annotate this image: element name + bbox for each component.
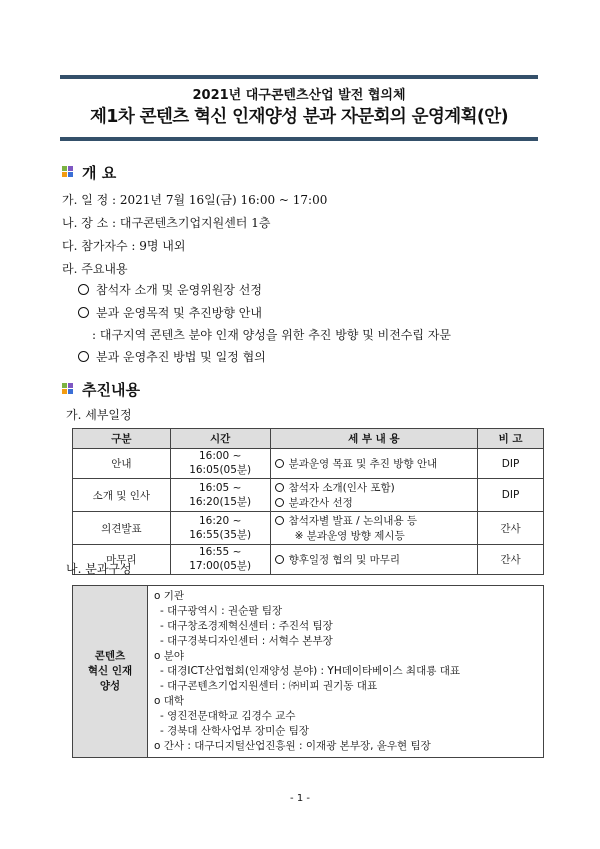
- table-header-row: [73, 429, 544, 449]
- circle-bullet-icon: [78, 307, 89, 318]
- circle-bullet-icon: [78, 284, 89, 295]
- cell-time: 16:00 ~ 16:05(05분): [170, 449, 270, 479]
- section-square-icon: [62, 166, 74, 178]
- cell-remark: 간사: [478, 545, 544, 575]
- cell-category: 안내: [73, 449, 171, 479]
- overview-date: 가. 일 정 : 2021년 7월 16일(금) 16:00 ~ 17:00: [62, 193, 328, 207]
- circle-bullet-icon: [275, 555, 284, 564]
- table-row: [73, 449, 544, 479]
- circle-bullet-icon: [275, 516, 284, 525]
- circle-bullet-icon: [275, 498, 284, 507]
- title-banner: [60, 75, 538, 141]
- org-label: 나. 분과구성: [66, 562, 132, 576]
- org-group-head: o 분야: [154, 650, 185, 662]
- cell-remark: DIP: [478, 479, 544, 512]
- bullet-item: 참석자 소개 및 운영위원장 선정: [78, 281, 262, 298]
- table-row: [73, 545, 544, 575]
- cell-details: 향후일정 협의 및 마무리: [270, 545, 477, 575]
- banner-bottom-bar: [60, 137, 538, 141]
- cell-time: 16:05 ~ 16:20(15분): [170, 479, 270, 512]
- banner-top-bar: [60, 75, 538, 79]
- cell-time: 16:55 ~ 17:00(05분): [170, 545, 270, 575]
- section-title: 개 요: [82, 164, 117, 182]
- column-header: 구분: [73, 429, 171, 449]
- list-item: - 대구콘텐츠기업지원센터 : ㈜비피 권기동 대표: [160, 680, 378, 692]
- org-category-cell: 콘텐츠 혁신 인재 양성: [73, 586, 148, 758]
- cell-category: 소개 및 인사: [73, 479, 171, 512]
- column-header: 시간: [170, 429, 270, 449]
- overview-location: 나. 장 소 : 대구콘텐츠기업지원센터 1층: [62, 216, 271, 230]
- cell-details: 분과운영 목표 및 추진 방향 안내: [270, 449, 477, 479]
- section-square-icon: [62, 383, 74, 395]
- cell-remark: 간사: [478, 512, 544, 545]
- list-item: - 대구경북디자인센터 : 서혁수 본부장: [160, 635, 333, 647]
- page-number: - 1 -: [290, 793, 310, 804]
- cell-details: 참석자별 발표 / 논의내용 등 ※ 분과운영 방향 제시등: [270, 512, 477, 545]
- column-header: 비 고: [478, 429, 544, 449]
- org-group-head: o 대학: [154, 695, 185, 707]
- cell-category: 마무리: [73, 545, 171, 575]
- bullet-note: : 대구지역 콘텐츠 분야 인재 양성을 위한 추진 방향 및 비전수립 자문: [92, 328, 451, 342]
- document-subtitle: 2021년 대구콘텐츠산업 발전 협의체: [192, 88, 406, 103]
- list-item: - 대구광역시 : 권순팔 팀장: [160, 605, 283, 617]
- section-title: 추진내용: [82, 381, 140, 399]
- overview-main-content: 라. 주요내용: [62, 262, 128, 276]
- table-row: [73, 586, 544, 758]
- bullet-item: 분과 운영추진 방법 및 일정 협의: [78, 348, 266, 365]
- cell-category: 의견발표: [73, 512, 171, 545]
- cell-remark: DIP: [478, 449, 544, 479]
- cell-time: 16:20 ~ 16:55(35분): [170, 512, 270, 545]
- document-title: 제1차 콘텐츠 혁신 인재양성 분과 자문회의 운영계획(안): [89, 107, 509, 127]
- list-item: - 경북대 산학사업부 장미순 팀장: [160, 725, 309, 737]
- list-item: - 영진전문대학교 김경수 교수: [160, 710, 296, 722]
- circle-bullet-icon: [275, 459, 284, 468]
- overview-attendees: 다. 참가자수 : 9명 내외: [62, 239, 186, 253]
- org-group-head: o 간사 : 대구디지털산업진흥원 : 이재광 본부장, 윤우현 팀장: [154, 740, 431, 752]
- list-item: - 대구창조경제혁신센터 : 주진석 팀장: [160, 620, 333, 632]
- schedule-table: [72, 428, 544, 575]
- detail-note: ※ 분과운영 방향 제시등: [294, 530, 405, 542]
- org-group-head: o 기관: [154, 590, 185, 602]
- circle-bullet-icon: [78, 351, 89, 362]
- bullet-item: 분과 운영목적 및 추진방향 안내: [78, 304, 262, 321]
- org-members-cell: [148, 586, 544, 758]
- circle-bullet-icon: [275, 483, 284, 492]
- schedule-label: 가. 세부일정: [66, 408, 132, 422]
- list-item: - 대경ICT산업협회(인재양성 분야) : YH데이타베이스 최대룡 대표: [160, 665, 460, 677]
- table-row: [73, 512, 544, 545]
- org-table: [72, 585, 544, 758]
- column-header: 세 부 내 용: [270, 429, 477, 449]
- cell-details: 참석자 소개(인사 포함) 분과간사 선정: [270, 479, 477, 512]
- table-row: [73, 479, 544, 512]
